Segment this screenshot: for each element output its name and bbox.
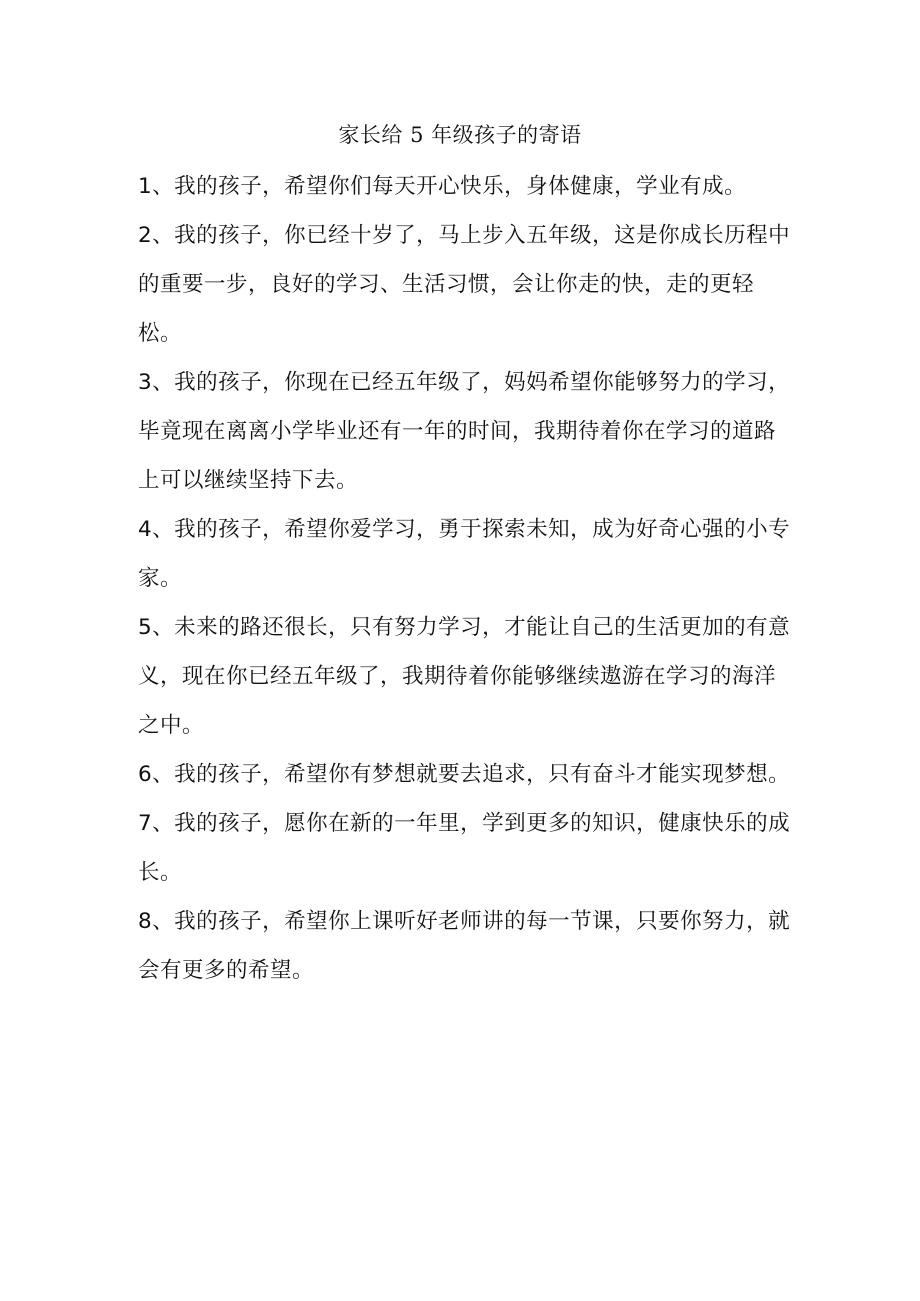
- message-item-5: 5、未来的路还很长，只有努力学习，才能让自己的生活更加的有意义，现在你已经五年级了，我期待着你能够继续遨游在学习的海洋之中。: [138, 615, 791, 738]
- message-item-7: 7、我的孩子，愿你在新的一年里，学到更多的知识，健康快乐的成长。: [138, 811, 791, 885]
- message-item-3: 3、我的孩子，你现在已经五年级了，妈妈希望你能够努力的学习，毕竟现在离离小学毕业还有一年的时间，我期待着你在学习的道路上可以继续坚持下去。: [138, 370, 791, 493]
- message-item-2: 2、我的孩子，你已经十岁了，马上步入五年级，这是你成长历程中的重要一步，良好的学习、生活习惯，会让你走的快，走的更轻松。: [138, 223, 791, 346]
- message-item-4: 4、我的孩子，希望你爱学习，勇于探索未知，成为好奇心强的小专家。: [138, 517, 791, 591]
- message-item-6: 6、我的孩子，希望你有梦想就要去追求，只有奋斗才能实现梦想。: [138, 762, 791, 787]
- document-title: 家长给 5 年级孩子的寄语: [338, 123, 582, 147]
- message-item-1: 1、我的孩子，希望你们每天开心快乐，身体健康，学业有成。: [138, 174, 747, 199]
- message-list: [138, 162, 792, 995]
- message-item-8: 8、我的孩子，希望你上课听好老师讲的每一节课，只要你努力，就会有更多的希望。: [138, 909, 791, 983]
